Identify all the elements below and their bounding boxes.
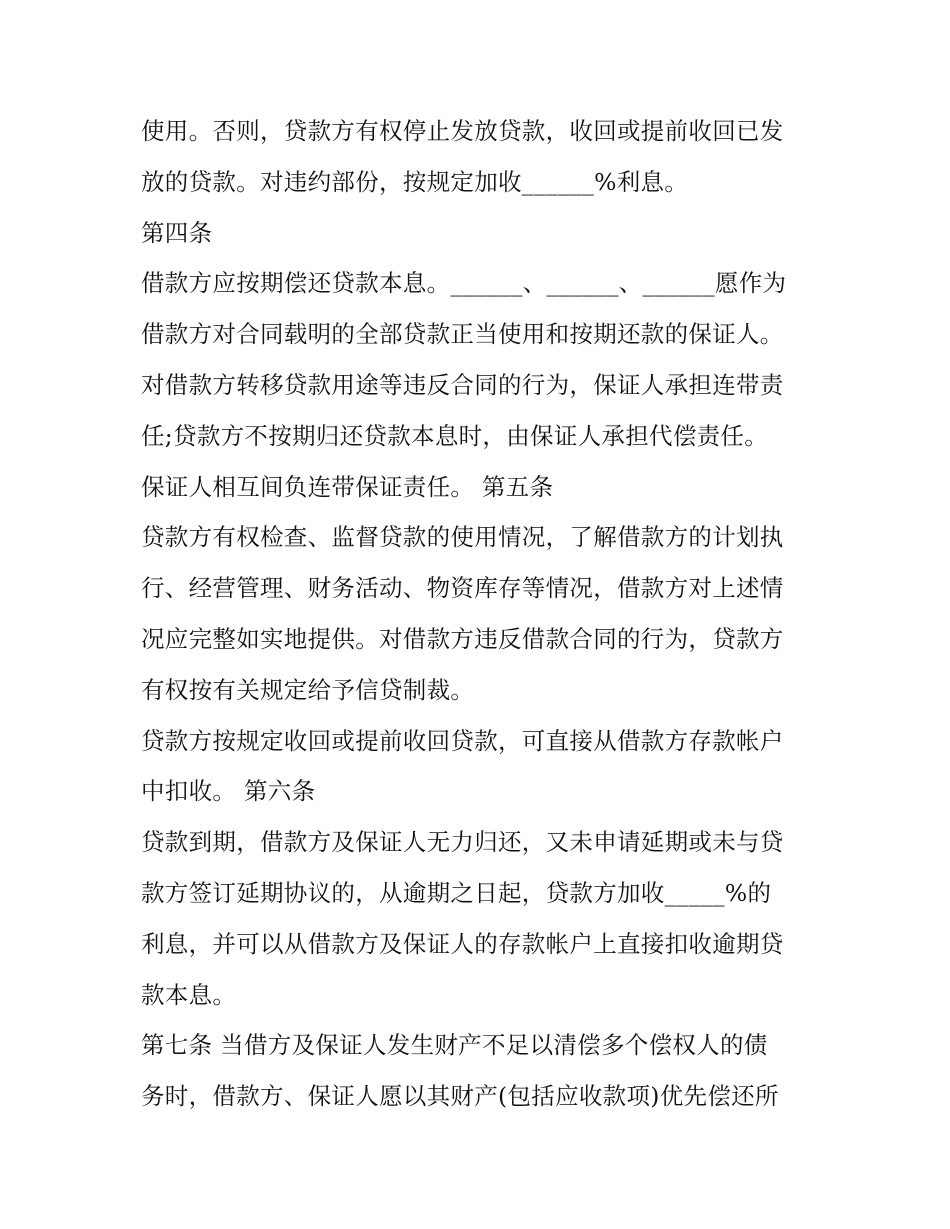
- article-heading: 第四条: [141, 218, 213, 247]
- text-line: 借款方对合同载明的全部贷款正当使用和按期还款的保证人。: [141, 320, 784, 349]
- text-line: 有权按有关规定给予信贷制裁。: [141, 675, 475, 704]
- text-line: 放的贷款。对违约部份，按规定加收______%利息。: [141, 167, 689, 196]
- text-line: 况应完整如实地提供。对借款方违反借款合同的行为，贷款方: [141, 624, 784, 653]
- text-line: 贷款方按规定收回或提前收回贷款，可直接从借款方存款帐户: [141, 726, 784, 755]
- text-line: 中扣收。 第六条: [141, 777, 316, 806]
- text-line: 利息，并可以从借款方及保证人的存款帐户上直接扣收逾期贷: [141, 929, 784, 958]
- text-line: 贷款方有权检查、监督贷款的使用情况，了解借款方的计划执: [141, 523, 784, 552]
- text-line: 第七条 当借方及保证人发生财产不足以清偿多个偿权人的债: [141, 1031, 768, 1060]
- document-body: [141, 106, 831, 1122]
- text-line: 款本息。: [141, 980, 237, 1009]
- text-line: 任;贷款方不按期归还贷款本息时，由保证人承担代偿责任。: [141, 421, 769, 450]
- text-line: 款方签订延期协议的，从逾期之日起，贷款方加收_____%的: [141, 878, 772, 907]
- text-line: 务时，借款方、保证人愿以其财产(包括应收款项)优先偿还所: [141, 1082, 779, 1111]
- text-line: 保证人相互间负连带保证责任。 第五条: [141, 472, 554, 501]
- text-line: 对借款方转移贷款用途等违反合同的行为，保证人承担连带责: [141, 370, 784, 399]
- text-line: 使用。否则，贷款方有权停止发放贷款，收回或提前收回已发: [141, 117, 784, 145]
- text-line: 借款方应按期偿还贷款本息。______、______、______愿作为: [141, 269, 787, 298]
- text-line: 贷款到期，借款方及保证人无力归还，又未申请延期或未与贷: [141, 828, 784, 857]
- text-line: 行、经营管理、财务活动、物资库存等情况，借款方对上述情: [141, 574, 784, 603]
